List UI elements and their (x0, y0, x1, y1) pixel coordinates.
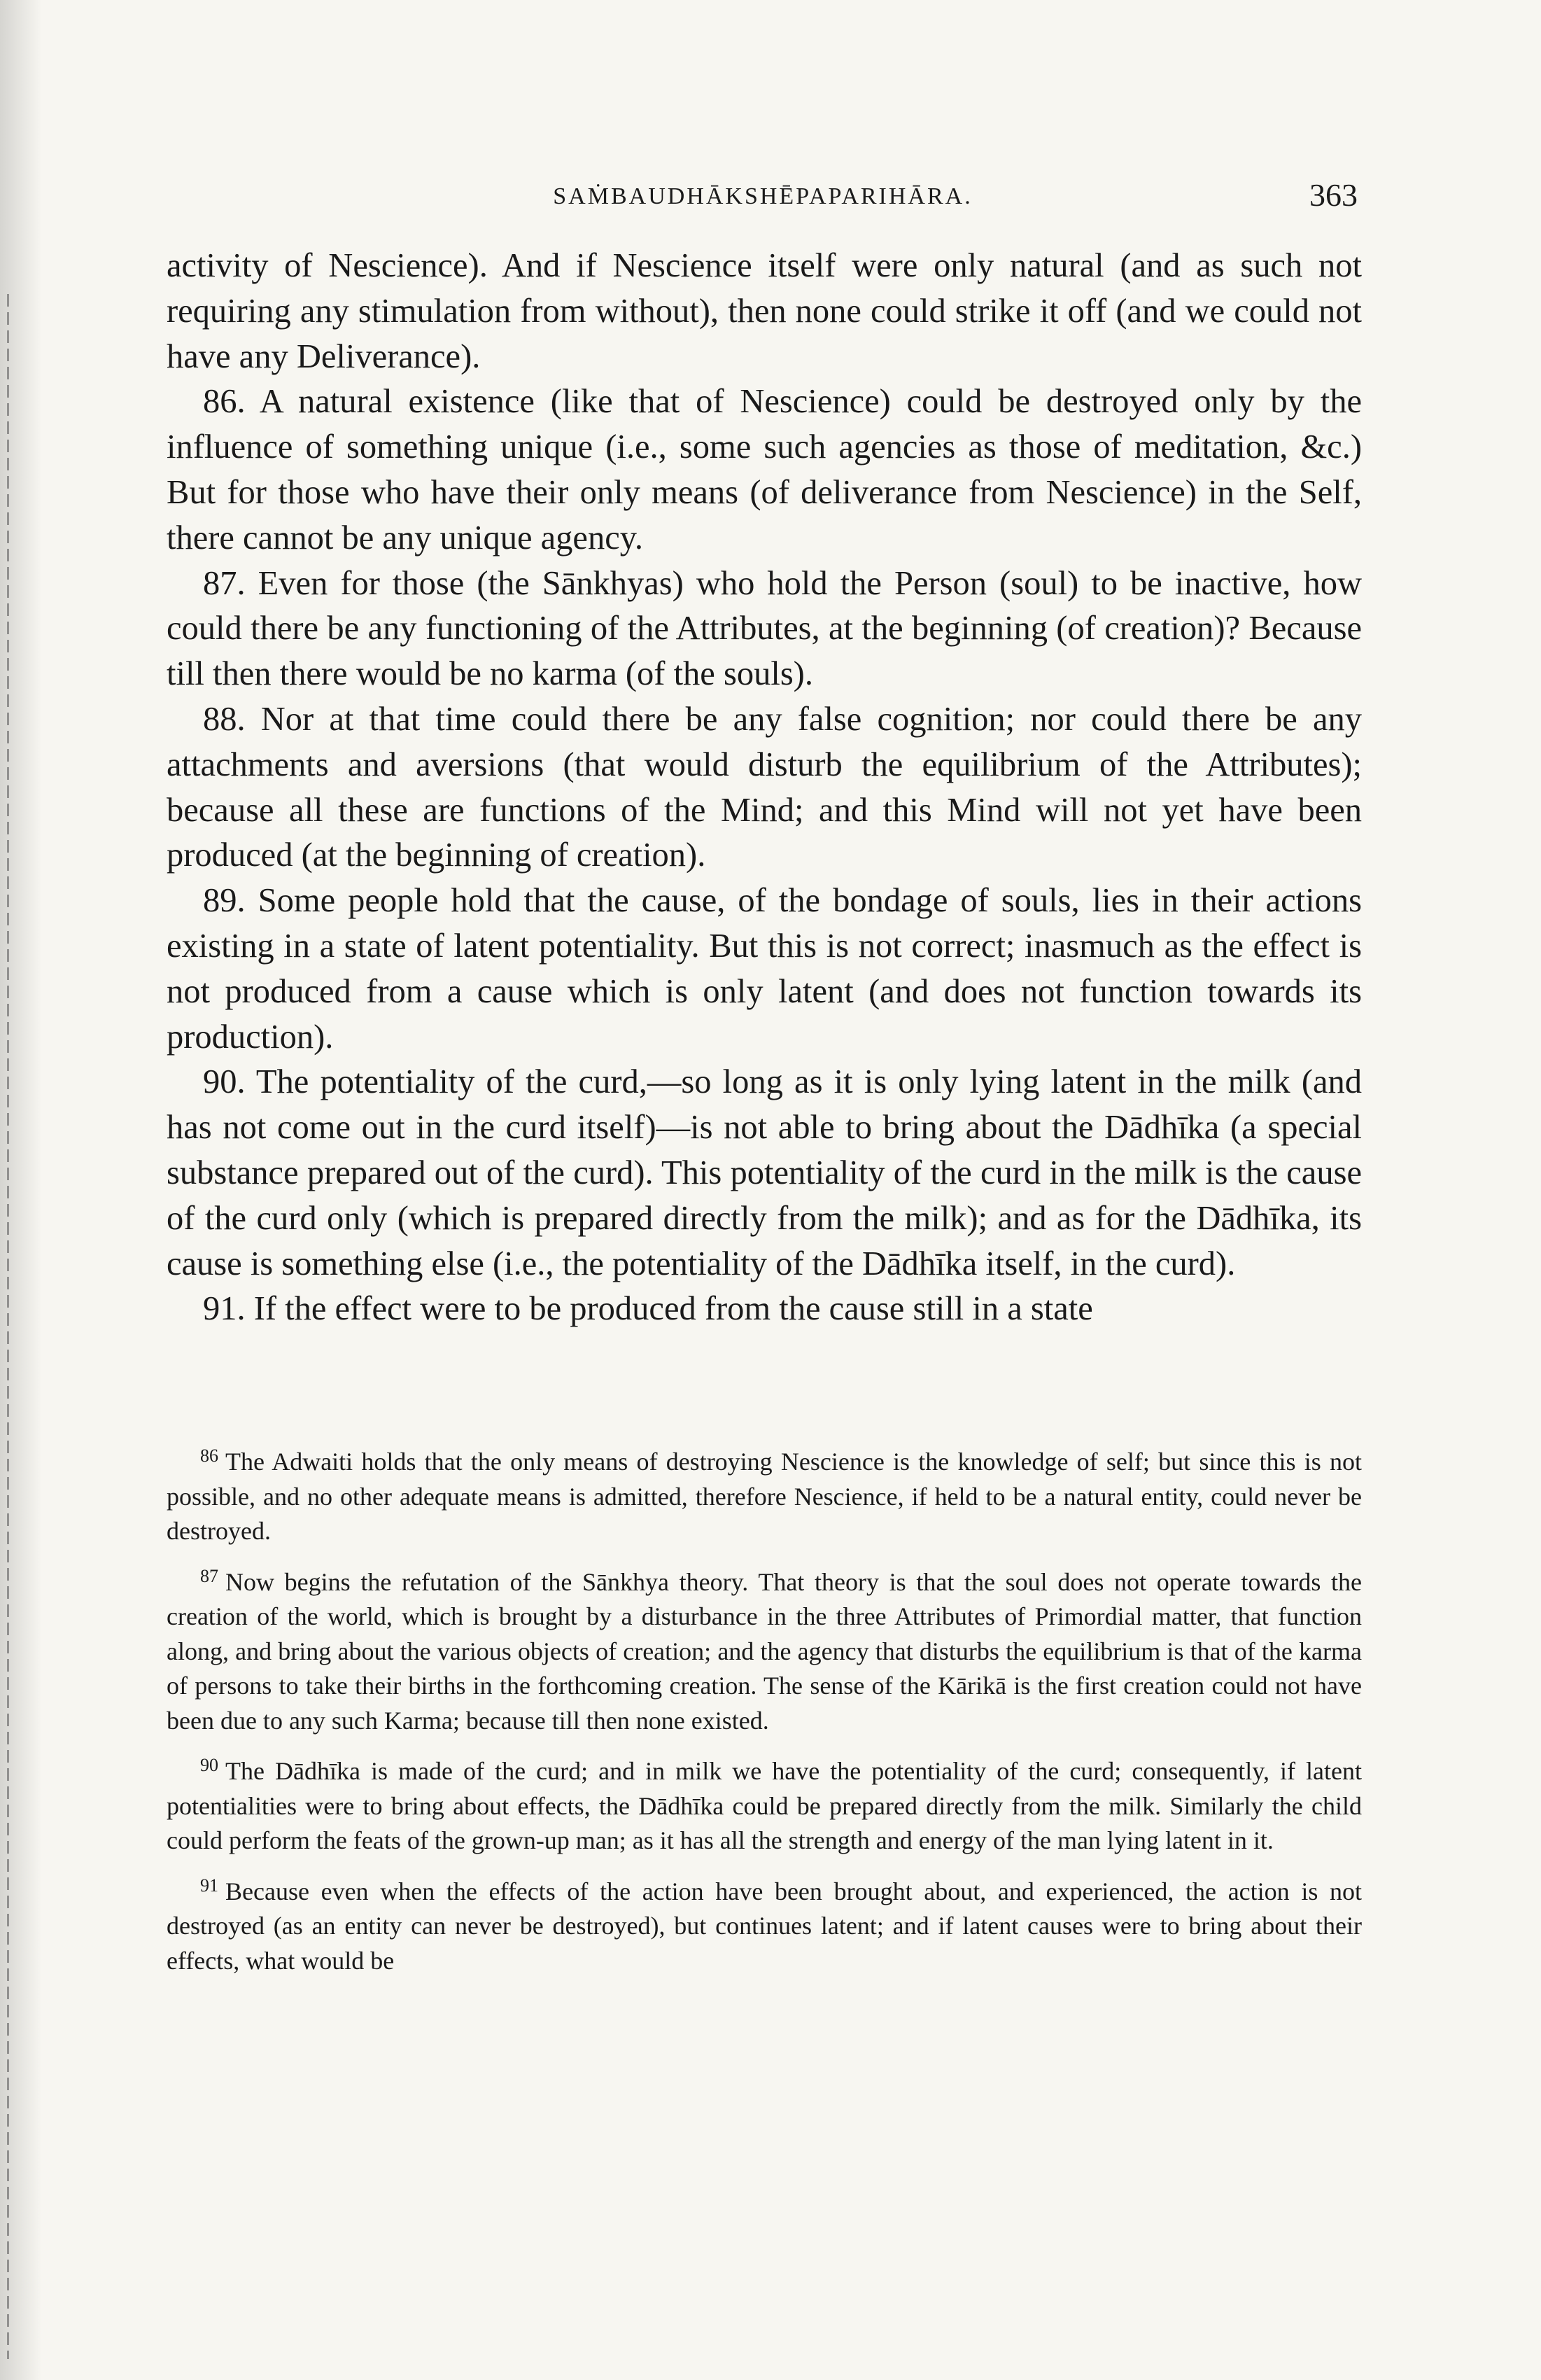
footnote-number: 91 (200, 1875, 218, 1896)
footnotes (167, 1438, 1362, 1988)
footnote-number: 87 (200, 1565, 218, 1586)
paragraph-89: 89. Some people hold that the cause, of the bondage of souls, lies in their actions existing in a state of latent potentiality. But this is not correct; inasmuch as the effect is not produced from a cause which is only latent (and does not function towards its production). (167, 882, 1362, 1056)
footnote-90 (167, 1748, 1362, 1858)
paragraph-88: 88. Nor at that time could there be any false cognition; nor could there be any attachments and aversions (that would disturb the equilibrium of the Attributes); because all these are functions of the Mind; and this Mind will not yet have been produced (at the beginning of creation). (167, 700, 1362, 874)
footnote-number: 86 (200, 1446, 218, 1466)
paragraph-90: 90. The potentiality of the curd,—so long as it is only lying latent in the milk (and has not come out in the curd itself)—is not able to bring about the Dādhīka (a special substance prepared out of the curd). This potentiality of the curd in the milk is the cause of the curd only (which is prepared directly from the milk); and as for the Dādhīka, its cause is something else (i.e., the potentiality of the Dādhīka itself, in the curd). (167, 1063, 1362, 1282)
binding-edge-mark (7, 294, 9, 2359)
paragraph-continued: activity of Nescience). And if Nescience itself were only natural (and as such not requiring any stimulation from without), then none could strike it off (and we could not have any Deliverance). (167, 247, 1362, 375)
paragraph-87: 87. Even for those (the Sānkhyas) who hold the Person (soul) to be inactive, how could there be any functioning of the Attributes, at the beginning (of creation)? Because till then there would be no karma (of the souls). (167, 564, 1362, 693)
footnote-91 (167, 1868, 1362, 1979)
page-edge-shadow (0, 0, 42, 2380)
footnote-86 (167, 1438, 1362, 1549)
footnote-text: Now begins the refutation of the Sānkhya theory. That theory is that the soul does not operate towards the creation of the world, which is brought by a disturbance in the three Attributes of Primordial matter, that function along, and bring about the various objects of creation; and the agency that disturbs the equilibrium is that of the karma of persons to take their births in the forthcoming creation. The sense of the Kārikā is the first creation could not have been due to any such Karma; because till then none existed. (167, 1567, 1362, 1735)
footnote-text: Because even when the effects of the action have been brought about, and experienced, the action is not destroyed (as an entity can never be destroyed), but continues latent; and if latent causes were to bring about their effects, what would be (167, 1877, 1362, 1975)
footnote-87 (167, 1559, 1362, 1739)
main-text (167, 244, 1362, 1332)
footnote-number: 90 (200, 1755, 218, 1775)
paragraph-86: 86. A natural existence (like that of Nescience) could be destroyed only by the influence of something unique (i.e., some such agencies as those of meditation, &c.) But for those who have their only means (of deliverance from Nescience) in the Self, there cannot be any unique agency. (167, 383, 1362, 556)
page-number: 363 (1309, 177, 1358, 213)
footnote-text: The Dādhīka is made of the curd; and in milk we have the potentiality of the curd; consequently, if latent potentialities were to bring about effects, the Dādhīka could be prepared directly from the milk. Similarly the child could perform the feats of the grown-up man; as it has all the strength and energy of the man lying latent in it. (167, 1757, 1362, 1854)
page-header (168, 177, 1358, 225)
running-head: SAṀBAUDHĀKSHĒPAPARIHĀRA. (553, 183, 973, 209)
footnote-text: The Adwaiti holds that the only means of destroying Nescience is the knowledge of self; but since this is not possible, and no other adequate means is admitted, therefore Nescience, if held to be a natural entity, could never be destroyed. (167, 1448, 1362, 1545)
paragraph-91: 91. If the effect were to be produced from the cause still in a state (203, 1290, 1093, 1328)
